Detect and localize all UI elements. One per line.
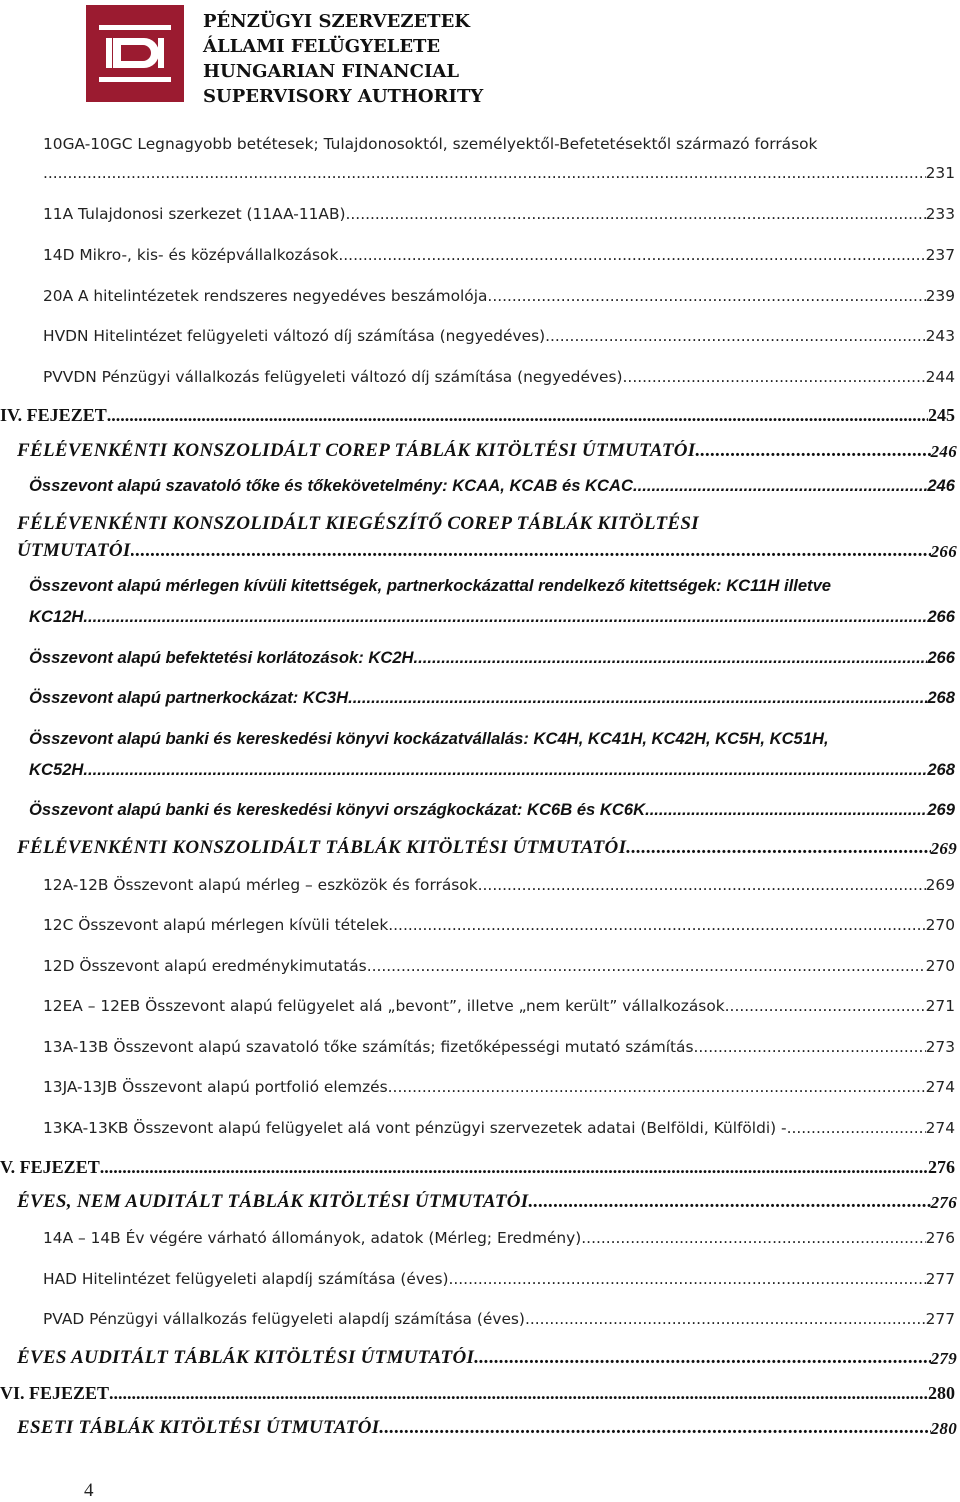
toc-entry[interactable] <box>43 246 955 264</box>
dot-leader <box>528 1191 930 1213</box>
toc-page: 270 <box>925 957 955 975</box>
toc-entry-text: KC52H <box>29 760 84 779</box>
toc-page: 268 <box>927 688 955 707</box>
dot-leader <box>338 246 925 264</box>
toc-page: 274 <box>925 1119 955 1137</box>
toc-page: 237 <box>925 246 955 264</box>
organization-name <box>203 9 483 109</box>
toc-entry[interactable] <box>29 607 955 627</box>
toc-page: 271 <box>925 997 955 1015</box>
toc-entry-text: Összevont alapú partnerkockázat: KC3H <box>29 688 349 707</box>
toc-entry[interactable] <box>43 287 955 305</box>
toc-entry-text: 12D Összevont alapú eredménykimutatás <box>43 957 367 975</box>
toc-entry-text: V. FEJEZET <box>0 1157 100 1177</box>
toc-page: 273 <box>925 1038 955 1056</box>
toc-entry[interactable] <box>43 1078 955 1096</box>
toc-page: 245 <box>928 405 955 425</box>
toc-entry[interactable] <box>43 1119 955 1137</box>
dot-leader <box>388 1078 926 1096</box>
toc-page: 233 <box>925 205 955 223</box>
toc-page: 268 <box>927 760 955 779</box>
dot-leader <box>388 916 925 934</box>
toc-entry-text: ESETI TÁBLÁK KITÖLTÉSI ÚTMUTATÓI <box>17 1417 380 1438</box>
toc-entry-text[interactable]: Összevont alapú mérlegen kívüli kitettségek, partnerkockázattal rendelkező kitettségek: KC11H illetve <box>29 576 832 595</box>
toc-entry[interactable] <box>29 688 955 708</box>
toc-entry[interactable] <box>43 916 955 934</box>
toc-section[interactable] <box>17 1347 957 1369</box>
toc-page: 277 <box>925 1310 955 1328</box>
toc-entry[interactable] <box>43 368 955 386</box>
org-line: HUNGARIAN FINANCIAL <box>203 61 459 82</box>
psza-logo-icon <box>86 5 184 102</box>
dot-leader <box>725 997 926 1015</box>
toc-page: 269 <box>927 800 955 819</box>
toc-entry-text: 12A-12B Összevont alapú mérleg – eszközök és források <box>43 876 478 894</box>
toc-page: 266 <box>927 648 955 667</box>
toc-entry-text: HVDN Hitelintézet felügyeleti változó díj számítása (negyedéves) <box>43 327 546 345</box>
dot-leader <box>623 368 926 386</box>
org-line: SUPERVISORY AUTHORITY <box>203 86 484 107</box>
toc-entry[interactable] <box>29 476 955 496</box>
toc-entry[interactable] <box>43 1310 955 1328</box>
toc-page: 243 <box>925 327 955 345</box>
dot-leader <box>367 957 926 975</box>
toc-entry[interactable] <box>43 997 955 1015</box>
toc-entry[interactable] <box>29 760 955 780</box>
page-number: 4 <box>84 1480 94 1501</box>
toc-entry[interactable] <box>43 205 955 223</box>
dot-leader <box>626 837 930 859</box>
dot-leader <box>694 1038 926 1056</box>
toc-entry[interactable] <box>43 957 955 975</box>
toc-entry-text: HAD Hitelintézet felügyeleti alapdíj számítása (éves) <box>43 1270 449 1288</box>
toc-page: 276 <box>925 1229 955 1247</box>
dot-leader <box>787 1119 926 1137</box>
dot-leader <box>545 327 926 345</box>
dot-leader <box>478 876 926 894</box>
toc-page: 266 <box>927 607 955 626</box>
dot-leader <box>645 800 927 820</box>
toc-page: 246 <box>930 442 957 461</box>
toc-entry-text: ÉVES AUDITÁLT TÁBLÁK KITÖLTÉSI ÚTMUTATÓI <box>17 1347 475 1368</box>
toc-entry-text: ÚTMUTATÓI <box>17 540 131 561</box>
dot-leader <box>348 688 927 708</box>
toc-page: 231 <box>925 164 955 182</box>
dot-leader <box>109 1383 928 1404</box>
toc-entry-text: 13JA-13JB Összevont alapú portfolió elemzés <box>43 1078 388 1096</box>
toc-entry[interactable] <box>43 1038 955 1056</box>
toc-page: 239 <box>925 287 955 305</box>
toc-section[interactable] <box>17 440 957 462</box>
toc-entry-text: 13A-13B Összevont alapú szavatoló tőke számítás; fizetőképességi mutató számítás <box>43 1038 694 1056</box>
header <box>86 5 506 105</box>
toc-entry-text: VI. FEJEZET <box>0 1383 110 1403</box>
toc-entry-text: 14A – 14B Év végére várható állományok, adatok (Mérleg; Eredmény) <box>43 1229 582 1247</box>
toc-entry-text: KC12H <box>29 607 84 626</box>
toc-page: 266 <box>930 542 957 561</box>
toc-entry[interactable] <box>43 1270 955 1288</box>
toc-chapter[interactable] <box>0 405 955 426</box>
dot-leader <box>633 476 927 496</box>
toc-entry-text[interactable]: Összevont alapú banki és kereskedési könyvi kockázatvállalás: KC4H, KC41H, KC42H, KC5H, KC51H, <box>29 729 829 748</box>
toc-entry-text: 13KA-13KB Összevont alapú felügyelet alá vont pénzügyi szervezetek adatai (Belföldi, Külföldi) - <box>43 1119 787 1137</box>
dot-leader <box>525 1310 926 1328</box>
toc-entry-text: Összevont alapú banki és kereskedési könyvi országkockázat: KC6B és KC6K <box>29 800 646 819</box>
dot-leader <box>100 1157 928 1178</box>
dot-leader <box>474 1347 930 1369</box>
toc-page: 280 <box>930 1419 957 1438</box>
toc-entry-text: Összevont alapú befektetési korlátozások: KC2H <box>29 648 414 667</box>
toc-entry-text: 12EA – 12EB Összevont alapú felügyelet alá „bevont”, illetve „nem került” vállalkozások <box>43 997 725 1015</box>
toc-page: 280 <box>928 1383 955 1403</box>
toc-entry[interactable] <box>43 327 955 345</box>
toc-chapter[interactable] <box>0 1383 955 1404</box>
dot-leader <box>379 1417 930 1439</box>
org-line: ÁLLAMI FELÜGYELETE <box>203 36 441 57</box>
toc-entry[interactable] <box>43 876 955 894</box>
dot-leader <box>581 1229 925 1247</box>
toc-section[interactable] <box>17 540 957 562</box>
toc-page: 244 <box>925 368 955 386</box>
toc-page: 276 <box>928 1157 955 1177</box>
toc-entry-text: 11A Tulajdonosi szerkezet (11AA-11AB) <box>43 205 346 223</box>
toc-entry[interactable] <box>29 648 955 668</box>
toc-section-text[interactable]: FÉLÉVENKÉNTI KONSZOLIDÁLT KIEGÉSZÍTŐ COREP TÁBLÁK KITÖLTÉSI <box>17 513 699 534</box>
toc-page: 277 <box>925 1270 955 1288</box>
dot-leader <box>83 607 927 627</box>
toc-page: 274 <box>925 1078 955 1096</box>
dot-leader <box>487 287 925 305</box>
org-line: PÉNZÜGYI SZERVEZETEK <box>203 11 470 32</box>
dot-leader <box>414 648 928 668</box>
toc-page: 270 <box>925 916 955 934</box>
toc-entry[interactable] <box>43 1229 955 1247</box>
toc-entry-text: ÉVES, NEM AUDITÁLT TÁBLÁK KITÖLTÉSI ÚTMUTATÓI <box>17 1191 529 1212</box>
toc-chapter[interactable] <box>0 1157 955 1178</box>
dot-leader <box>107 405 928 426</box>
dot-leader <box>43 164 926 182</box>
toc-entry-text: PVAD Pénzügyi vállalkozás felügyeleti alapdíj számítása (éves) <box>43 1310 525 1328</box>
toc-page: 276 <box>930 1193 957 1212</box>
toc-entry-text[interactable]: 10GA-10GC Legnagyobb betétesek; Tulajdonosoktól, személyektől-Befetetésektől származó források <box>43 135 818 153</box>
toc-page: 269 <box>925 876 955 894</box>
dot-leader <box>695 440 930 462</box>
toc-entry-text: FÉLÉVENKÉNTI KONSZOLIDÁLT TÁBLÁK KITÖLTÉSI ÚTMUTATÓI <box>17 837 627 858</box>
toc-section[interactable] <box>17 1191 957 1213</box>
toc-page: 279 <box>930 1349 957 1368</box>
toc-entry-text: FÉLÉVENKÉNTI KONSZOLIDÁLT COREP TÁBLÁK KITÖLTÉSI ÚTMUTATÓI <box>17 440 696 461</box>
dot-leader <box>346 205 926 223</box>
toc-entry-text: Összevont alapú szavatoló tőke és tőkekövetelmény: KCAA, KCAB és KCAC <box>29 476 633 495</box>
dot-leader <box>131 540 931 562</box>
dot-leader <box>449 1270 926 1288</box>
toc-entry-text: 14D Mikro-, kis- és középvállalkozások <box>43 246 339 264</box>
toc-entry-text: 12C Összevont alapú mérlegen kívüli tételek <box>43 916 389 934</box>
toc-entry-text: PVVDN Pénzügyi vállalkozás felügyeleti változó díj számítása (negyedéves) <box>43 368 623 386</box>
dot-leader <box>83 760 927 780</box>
toc-page: 246 <box>927 476 955 495</box>
toc-section[interactable] <box>17 1417 957 1439</box>
toc-page: 269 <box>930 839 957 858</box>
toc-entry-text: IV. FEJEZET <box>0 405 107 425</box>
toc-entry[interactable] <box>29 800 955 820</box>
toc-entry-text: 20A A hitelintézetek rendszeres negyedéves beszámolója <box>43 287 488 305</box>
toc-section[interactable] <box>17 837 957 859</box>
toc-entry[interactable] <box>43 164 955 182</box>
